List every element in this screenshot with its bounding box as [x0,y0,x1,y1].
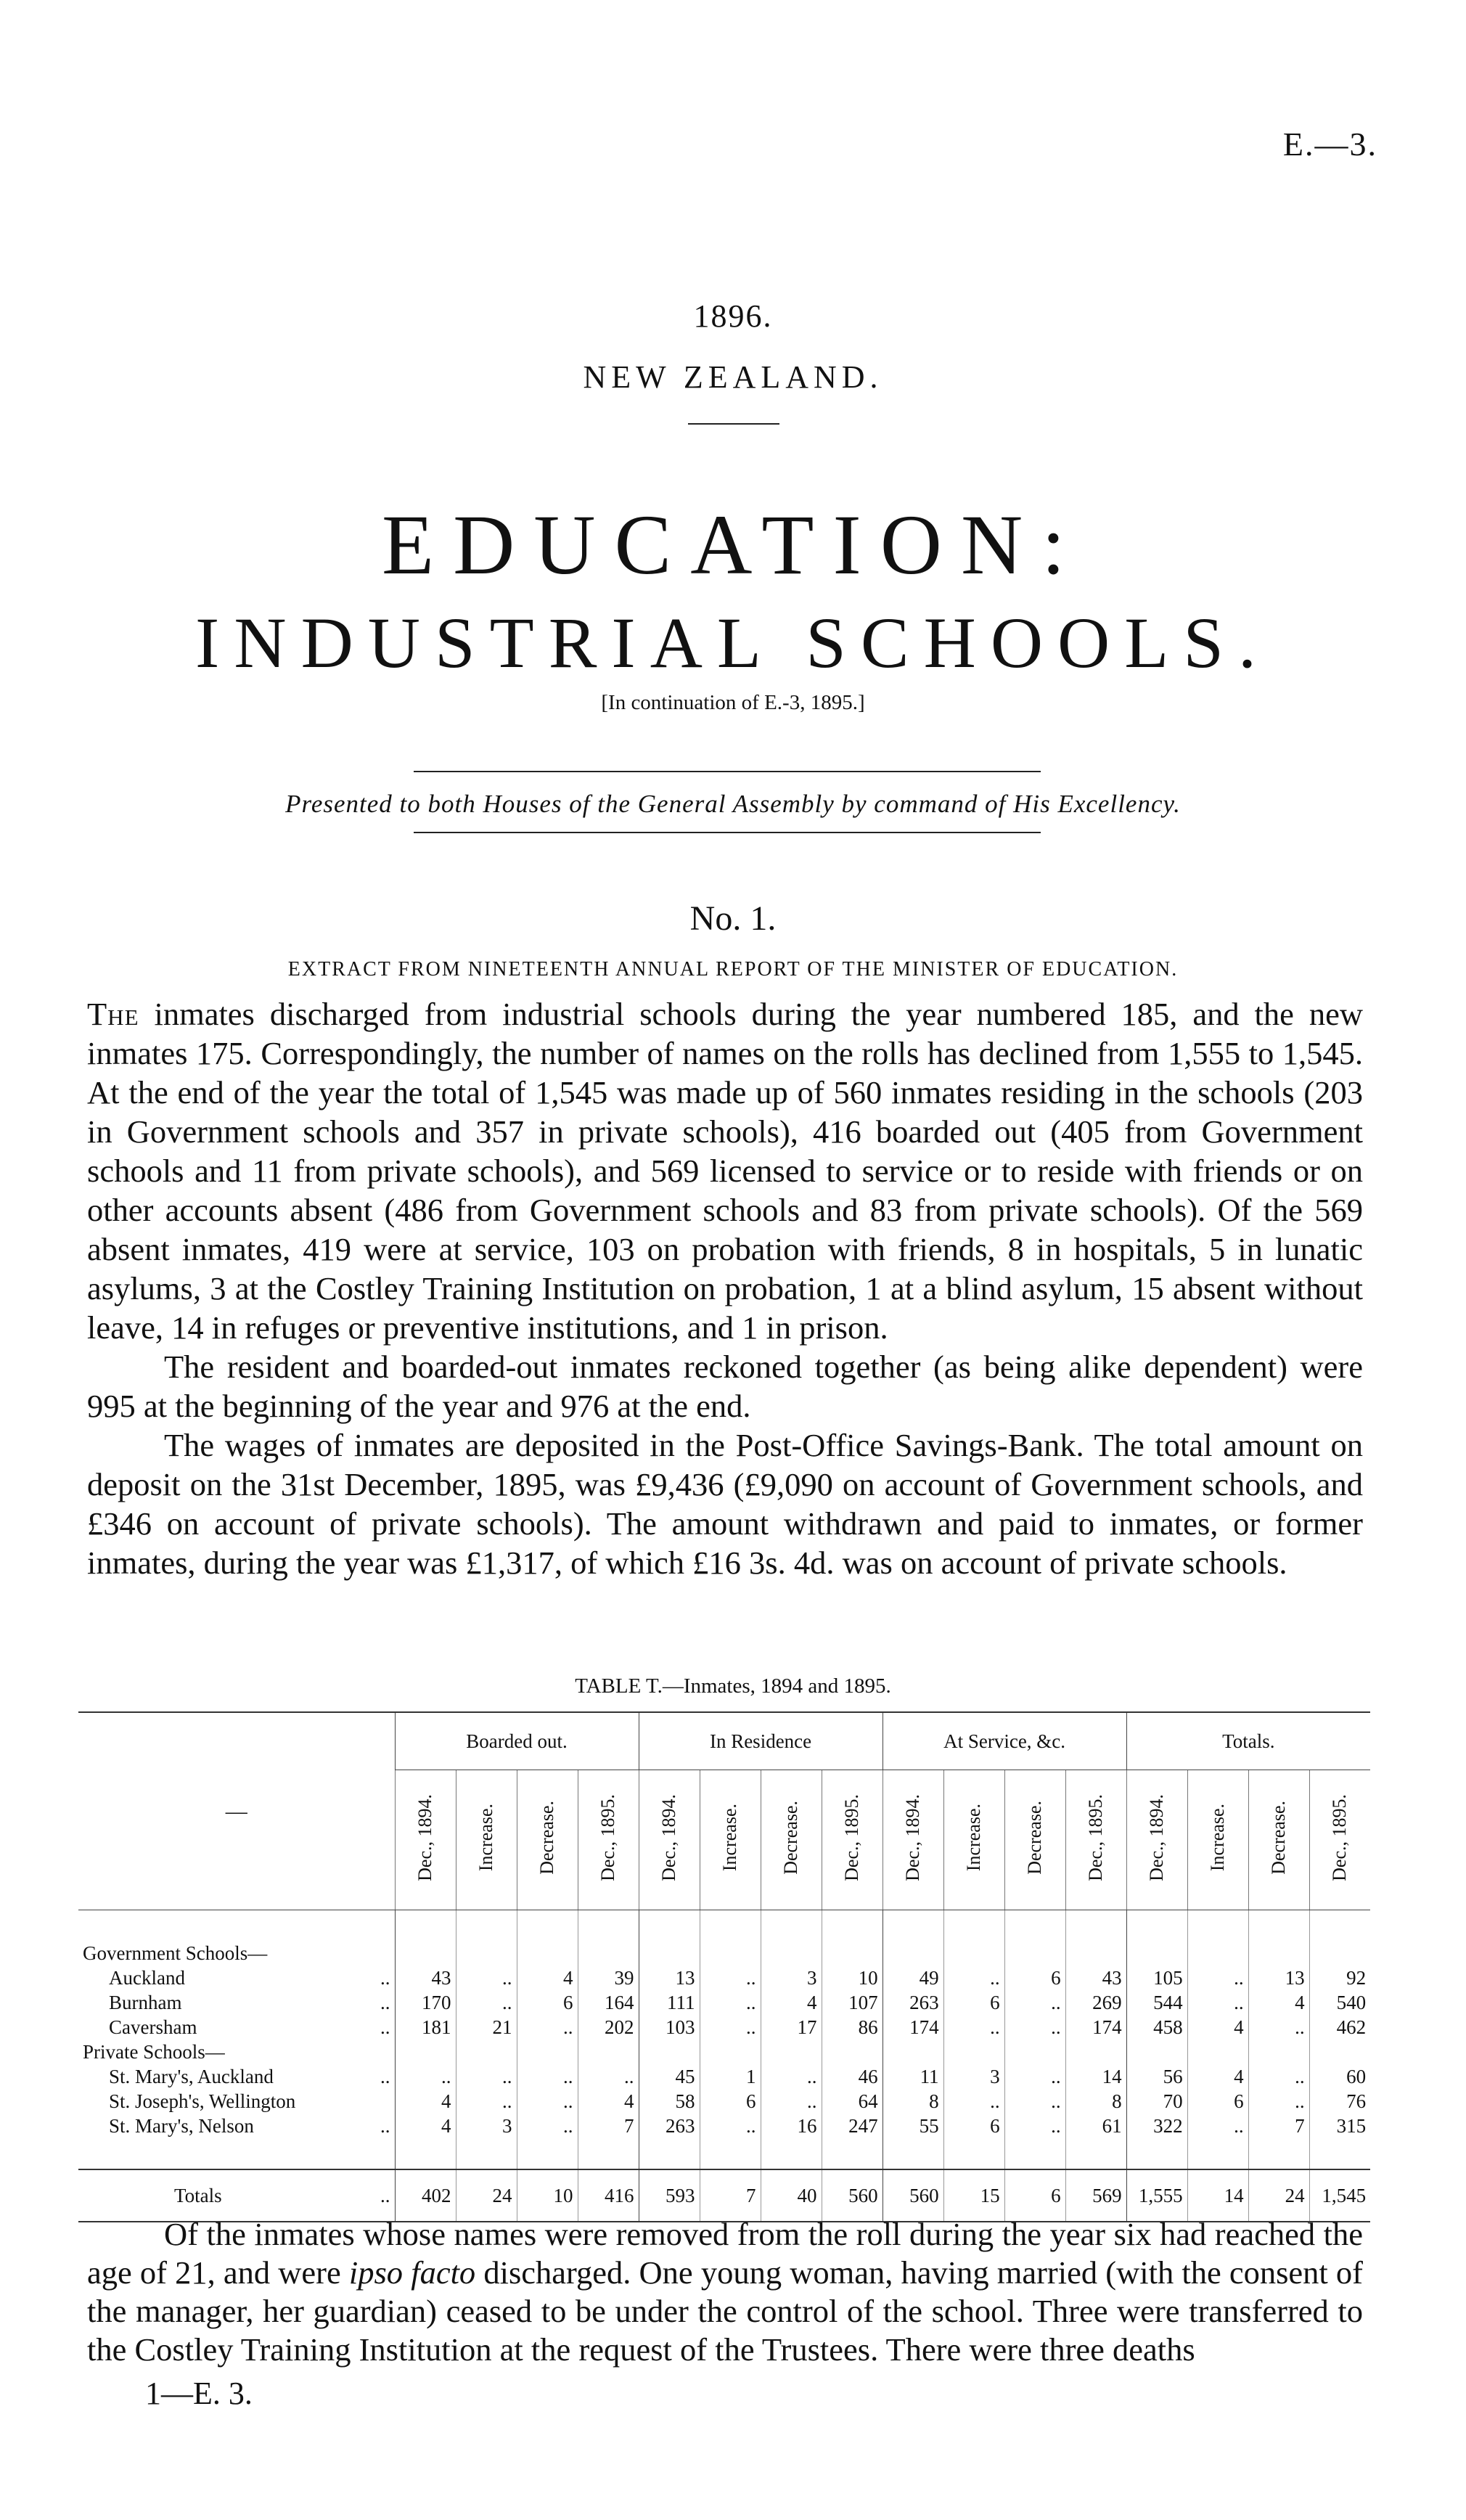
closing-paragraph [87,2215,1363,2369]
table-cell: .. [761,2089,822,2114]
table-cell: 4 [1187,2064,1248,2089]
table-cell: .. [456,2089,517,2114]
row-leader-dots: .. [380,2016,390,2038]
table-cell: 6 [1004,1965,1065,1990]
column-subheader [1065,1770,1126,1910]
table-cell: 174 [1065,2015,1126,2040]
column-subheader-label: Dec., 1894. [1146,1793,1168,1881]
row-leader-dots: .. [380,2066,390,2087]
table-cell: 1,555 [1126,2169,1187,2222]
column-subheader [1126,1770,1187,1910]
table-cell: 55 [883,2114,943,2138]
group-header-boarded: Boarded out. [395,1712,639,1770]
table-cell: .. [1187,1990,1248,2015]
table-row [78,2015,1370,2040]
table-cell: .. [517,2089,578,2114]
table-cell: 544 [1126,1990,1187,2015]
paragraph-4-text-b: discharged. One young woman, having married (with the consent of the manager, her guardian) ceased to be under the control of the school. Three were transferred to the Costley Training Institution at the request of the Trustees. There were three deaths [87,2254,1363,2368]
table-cell: 7 [578,2114,639,2138]
table-cell: 7 [700,2169,761,2222]
table-cell: .. [395,2064,456,2089]
table-cell: 105 [1126,1965,1187,1990]
column-subheader-label: Dec., 1895. [597,1793,619,1881]
table-cell: 58 [639,2089,700,2114]
table-cell: .. [700,2015,761,2040]
table-cell: 263 [883,1990,943,2015]
paragraph-1 [87,994,1363,1347]
column-subheader [700,1770,761,1910]
row-label [78,2015,395,2040]
column-subheader-label: Increase. [963,1803,985,1872]
column-subheader [1004,1770,1065,1910]
row-name: St. Joseph's, Wellington [109,2090,296,2112]
table-cell: 4 [1248,1990,1309,2015]
table-cell: 593 [639,2169,700,2222]
row-leader-dots: .. [380,1992,390,2013]
table-cell: 14 [1187,2169,1248,2222]
table-cell: .. [1004,1990,1065,2015]
column-subheader-label: Dec., 1895. [841,1793,863,1881]
table-cell: 64 [822,2089,883,2114]
column-subheader [1309,1770,1370,1910]
table-cell: .. [1004,2114,1065,2138]
page-signature: 1—E. 3. [145,2376,253,2411]
column-subheader [639,1770,700,1910]
table-cell: .. [700,2114,761,2138]
column-subheader [1187,1770,1248,1910]
section-number: No. 1. [689,899,777,938]
table-cell: 13 [639,1965,700,1990]
paragraph-4 [87,2215,1363,2369]
table-cell: .. [761,2064,822,2089]
paragraph-4-text-a: Of the inmates whose names were removed from the roll during the year six had reached the age of 21, and were [87,2216,1363,2291]
table-cell: 46 [822,2064,883,2089]
table-cell: 4 [761,1990,822,2015]
table-cell: 76 [1309,2089,1370,2114]
table-cell: 402 [395,2169,456,2222]
table-cell: .. [1004,2089,1065,2114]
row-label [78,2064,395,2089]
column-subheader [883,1770,943,1910]
spacer-row [78,1910,1370,1942]
table-cell: 14 [1065,2064,1126,2089]
row-label [78,2169,395,2222]
row-name: Auckland [109,1967,185,1989]
country-heading: NEW ZEALAND. [583,359,883,395]
table-cell: 569 [1065,2169,1126,2222]
column-subheader-label: Decrease. [780,1800,802,1875]
table-cell: 6 [517,1990,578,2015]
table-cell: 11 [883,2064,943,2089]
column-subheader [822,1770,883,1910]
column-subheader-label: Dec., 1894. [902,1793,924,1881]
table-cell: 4 [578,2089,639,2114]
row-label [78,1990,395,2015]
group-label: Private Schools— [83,2041,225,2063]
table-cell: 322 [1126,2114,1187,2138]
table-cell: 16 [761,2114,822,2138]
table-cell: 560 [883,2169,943,2222]
table-cell: .. [1004,2064,1065,2089]
table-cell: 247 [822,2114,883,2138]
subtitle: INDUSTRIAL SCHOOLS. [195,602,1271,683]
table-cell: .. [1248,2089,1309,2114]
paragraph-1-text: inmates discharged from industrial schools during the year numbered 185, and the new inmates 175. Correspondingly, the number of names on the rolls has declined from 1,555 to 1,545. At the end of the year the total of 1,545 was made up of 560 inmates residing in the schools (203 in Government schools and 357 in private schools), 416 boarded out (405 from Government schools and 11 from private schools), and 569 licensed to service or to reside with friends or on other accounts absent (486 from Government schools and 83 from private schools). Of the 569 absent inmates, 419 were at service, 103 on probation with friends, 8 in hospitals, 5 in lunatic asylums, 3 at the Costley Training Institution on probation, 1 at a blind asylum, 15 absent without leave, 14 in refuges or preventive institutions, and 1 in prison. [87,996,1363,1346]
table-cell: 49 [883,1965,943,1990]
table-cell: .. [1248,2015,1309,2040]
table-cell: 269 [1065,1990,1126,2015]
table-cell: 202 [578,2015,639,2040]
row-name: Caversham [109,2016,197,2038]
table-cell: 6 [1004,2169,1065,2222]
paragraph-4-italic: ipso facto [348,2254,476,2291]
table-cell: 164 [578,1990,639,2015]
table-cell: 181 [395,2015,456,2040]
column-subheader [761,1770,822,1910]
table-cell: 86 [822,2015,883,2040]
table-cell: 1 [700,2064,761,2089]
table-cell: 170 [395,1990,456,2015]
table-cell: 10 [822,1965,883,1990]
table-cell: 458 [1126,2015,1187,2040]
table-cell: 39 [578,1965,639,1990]
table-cell: 17 [761,2015,822,2040]
group-label-row [78,2040,1370,2064]
short-divider [688,423,779,425]
table-cell: .. [943,2015,1004,2040]
row-leader-dots: .. [380,2185,390,2206]
table-cell: .. [517,2064,578,2089]
table-cell: 10 [517,2169,578,2222]
document-year: 1896. [693,298,773,334]
table-cell: 24 [456,2169,517,2222]
row-label [78,1965,395,1990]
table-cell: 416 [578,2169,639,2222]
column-subheader [395,1770,456,1910]
main-title: EDUCATION: [382,497,1084,592]
continuation-note: [In continuation of E.-3, 1895.] [601,691,865,714]
table-cell: .. [517,2015,578,2040]
column-subheader [456,1770,517,1910]
table-cell: 540 [1309,1990,1370,2015]
table-row [78,2114,1370,2138]
table-cell: 24 [1248,2169,1309,2222]
table-cell: .. [1248,2064,1309,2089]
table-cell: 6 [943,1990,1004,2015]
section-heading: EXTRACT FROM NINETEENTH ANNUAL REPORT OF THE MINISTER OF EDUCATION. [287,958,1179,981]
group-header-residence: In Residence [639,1712,883,1770]
table-cell: 70 [1126,2089,1187,2114]
table-cell: 3 [761,1965,822,1990]
group-header-totals: Totals. [1126,1712,1370,1770]
table-cell: 174 [883,2015,943,2040]
table-cell: .. [943,2089,1004,2114]
column-subheader-label: Increase. [1207,1803,1229,1872]
column-subheader-label: Dec., 1894. [414,1793,435,1881]
table-cell: 6 [700,2089,761,2114]
table-cell: 13 [1248,1965,1309,1990]
table-cell: 92 [1309,1965,1370,1990]
presentation-line: Presented to both Houses of the General Assembly by command of His Excellency. [285,790,1181,818]
table-cell: 103 [639,2015,700,2040]
table-cell: 7 [1248,2114,1309,2138]
column-subheader [517,1770,578,1910]
table-cell: 315 [1309,2114,1370,2138]
table-row [78,1990,1370,2015]
table-cell: 40 [761,2169,822,2222]
table-corner: — [78,1712,395,1910]
inmates-table [78,1711,1370,2222]
table-cell: 263 [639,2114,700,2138]
table-cell: 60 [1309,2064,1370,2089]
table-cell: 6 [943,2114,1004,2138]
group-header-service: At Service, &c. [883,1712,1126,1770]
table-title: TABLE T.—Inmates, 1894 and 1895. [575,1674,891,1698]
table-cell: 4 [395,2114,456,2138]
table-cell: 107 [822,1990,883,2015]
table-cell: 1,545 [1309,2169,1370,2222]
row-label [78,2114,395,2138]
table-cell: 56 [1126,2064,1187,2089]
table-cell: .. [1004,2015,1065,2040]
column-subheader-label: Dec., 1894. [658,1793,680,1881]
group-label-row [78,1941,1370,1965]
divider-top [414,771,1041,772]
divider-bottom [414,832,1041,833]
table-cell: .. [700,1990,761,2015]
table-cell: 8 [883,2089,943,2114]
table-cell: 3 [456,2114,517,2138]
table-cell: .. [456,1965,517,1990]
table-cell: 45 [639,2064,700,2089]
table-cell: 111 [639,1990,700,2015]
table-cell: 3 [943,2064,1004,2089]
totals-row [78,2169,1370,2222]
table-cell: .. [578,2064,639,2089]
paragraph-3: The wages of inmates are deposited in the Post-Office Savings-Bank. The total amount on deposit on the 31st December, 1895, was £9,436 (£9,090 on account of Government schools, and £346 on account of private schools). The amount withdrawn and paid to inmates, or former inmates, during the year was £1,317, of which £16 3s. 4d. was on account of private schools. [87,1427,1363,1581]
row-name: Totals [174,2185,222,2206]
table-cell: .. [456,1990,517,2015]
column-subheader [943,1770,1004,1910]
table-cell: .. [517,2114,578,2138]
column-subheader [578,1770,639,1910]
table-row [78,2089,1370,2114]
column-subheader-label: Increase. [475,1803,496,1872]
column-subheader-label: Increase. [719,1803,741,1872]
table-cell: .. [1187,2114,1248,2138]
table-row [78,1965,1370,1990]
column-subheader-label: Decrease. [536,1800,557,1875]
row-leader-dots: .. [380,1967,390,1989]
row-leader-dots: .. [380,2115,390,2137]
row-name: Burnham [109,1992,182,2013]
table-cell: 6 [1187,2089,1248,2114]
table-cell: 43 [1065,1965,1126,1990]
table-cell: .. [456,2064,517,2089]
table-cell: 21 [456,2015,517,2040]
row-name: St. Mary's, Nelson [109,2115,254,2137]
table-cell: 15 [943,2169,1004,2222]
row-name: St. Mary's, Auckland [109,2066,274,2087]
table-cell: 43 [395,1965,456,1990]
row-label [78,2089,395,2114]
table-cell: 8 [1065,2089,1126,2114]
column-subheader-label: Dec., 1895. [1085,1793,1107,1881]
paragraph-lead: The [87,996,139,1032]
group-label: Government Schools— [83,1942,268,1964]
table-cell: 4 [395,2089,456,2114]
table-cell: 462 [1309,2015,1370,2040]
spacer-row [78,2138,1370,2169]
column-subheader-label: Decrease. [1268,1800,1290,1875]
table-cell: 560 [822,2169,883,2222]
table-cell: .. [943,1965,1004,1990]
page-reference: E.—3. [1282,126,1377,163]
column-subheader-label: Dec., 1895. [1329,1793,1351,1881]
column-subheader-label: Decrease. [1024,1800,1046,1875]
paragraph-2: The resident and boarded-out inmates reckoned together (as being alike dependent) were 995 at the beginning of the year and 976 at the end. [87,1349,1363,1424]
table-row [78,2064,1370,2089]
report-body [87,994,1363,1582]
column-subheader [1248,1770,1309,1910]
table-cell: .. [700,1965,761,1990]
table-cell: 4 [517,1965,578,1990]
table-cell: .. [1187,1965,1248,1990]
table-cell: 4 [1187,2015,1248,2040]
table-cell: 61 [1065,2114,1126,2138]
